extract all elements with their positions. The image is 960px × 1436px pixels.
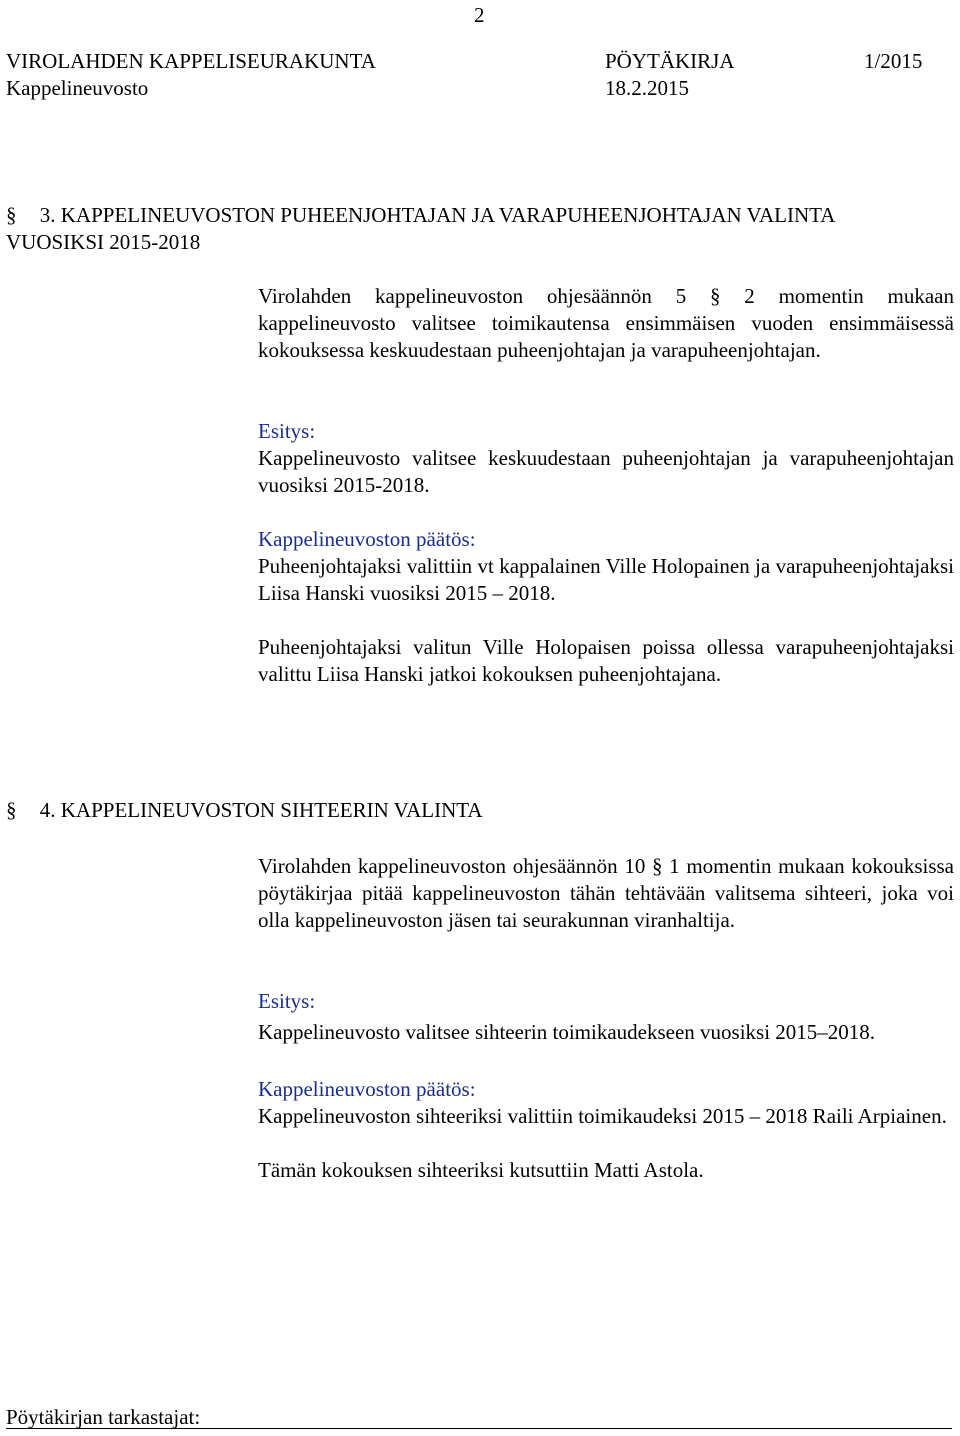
section-3-intro: Virolahden kappelineuvoston ohjesäännön 5 § 2 momentin mukaan kappelineuvosto valitsee toimikautensa ensimmäisen vuoden ensimmäisessä kokouksessa keskuudestaan puheenjohtajan ja varapuheenjohtajan. [258,284,954,362]
section-3-proposal: Kappelineuvosto valitsee keskuudestaan puheenjohtajan ja varapuheenjohtajan vuosiksi 2015-2018. [258,446,954,497]
section-4-title [6,797,483,824]
page-number: 2 [474,3,485,27]
footer-reviewers-label: Pöytäkirjan tarkastajat: [6,1405,201,1429]
section-3-note: Puheenjohtajaksi valitun Ville Holopaisen poissa ollessa varapuheenjohtajaksi valittu Liisa Hanski jatkoi kokouksen puheenjohtajana. [258,635,954,686]
header-doc-number: 1/2015 [864,49,923,73]
section-3-title-line2: VUOSIKSI 2015-2018 [6,230,201,254]
section-3-decision-label: Kappelineuvoston päätös: [258,527,476,551]
section-4-proposal: Kappelineuvosto valitsee sihteerin toimikaudekseen vuosiksi 2015–2018. [258,1020,876,1044]
section-4-decision-extra: Tämän kokouksen sihteeriksi kutsuttiin Matti Astola. [258,1158,704,1182]
section-4-decision-label: Kappelineuvoston päätös: [258,1077,476,1101]
section-symbol: § [6,203,17,227]
header-date: 18.2.2015 [605,76,689,100]
section-3-proposal-label: Esitys: [258,419,316,443]
header-organization: VIROLAHDEN KAPPELISEURAKUNTA [6,49,376,73]
section-4-intro: Virolahden kappelineuvoston ohjesäännön 10 § 1 momentin mukaan kokouksissa pöytäkirjaa pitää kappelineuvoston tähän tehtävään valitsema sihteeri, joka voi olla kappelineuvoston jäsen tai seurakunnan viranhaltija. [258,854,954,932]
section-3-decision: Puheenjohtajaksi valittiin vt kappalainen Ville Holopainen ja varapuheenjohtajaksi Liisa Hanski vuosiksi 2015 – 2018. [258,554,954,605]
section-symbol: § [6,798,17,822]
section-4-decision: Kappelineuvoston sihteeriksi valittiin toimikaudeksi 2015 – 2018 Raili Arpiainen. [258,1104,947,1128]
section-4-title-text: 4. KAPPELINEUVOSTON SIHTEERIN VALINTA [39,798,483,822]
section-3-title-line1 [6,202,835,229]
section-4-proposal-label: Esitys: [258,989,316,1013]
footer-rule [6,1428,952,1429]
section-3-title: 3. KAPPELINEUVOSTON PUHEENJOHTAJAN JA VARAPUHEENJOHTAJAN VALINTA [39,203,836,227]
header-body-name: Kappelineuvosto [6,76,149,100]
header-doc-type: PÖYTÄKIRJA [605,49,735,73]
